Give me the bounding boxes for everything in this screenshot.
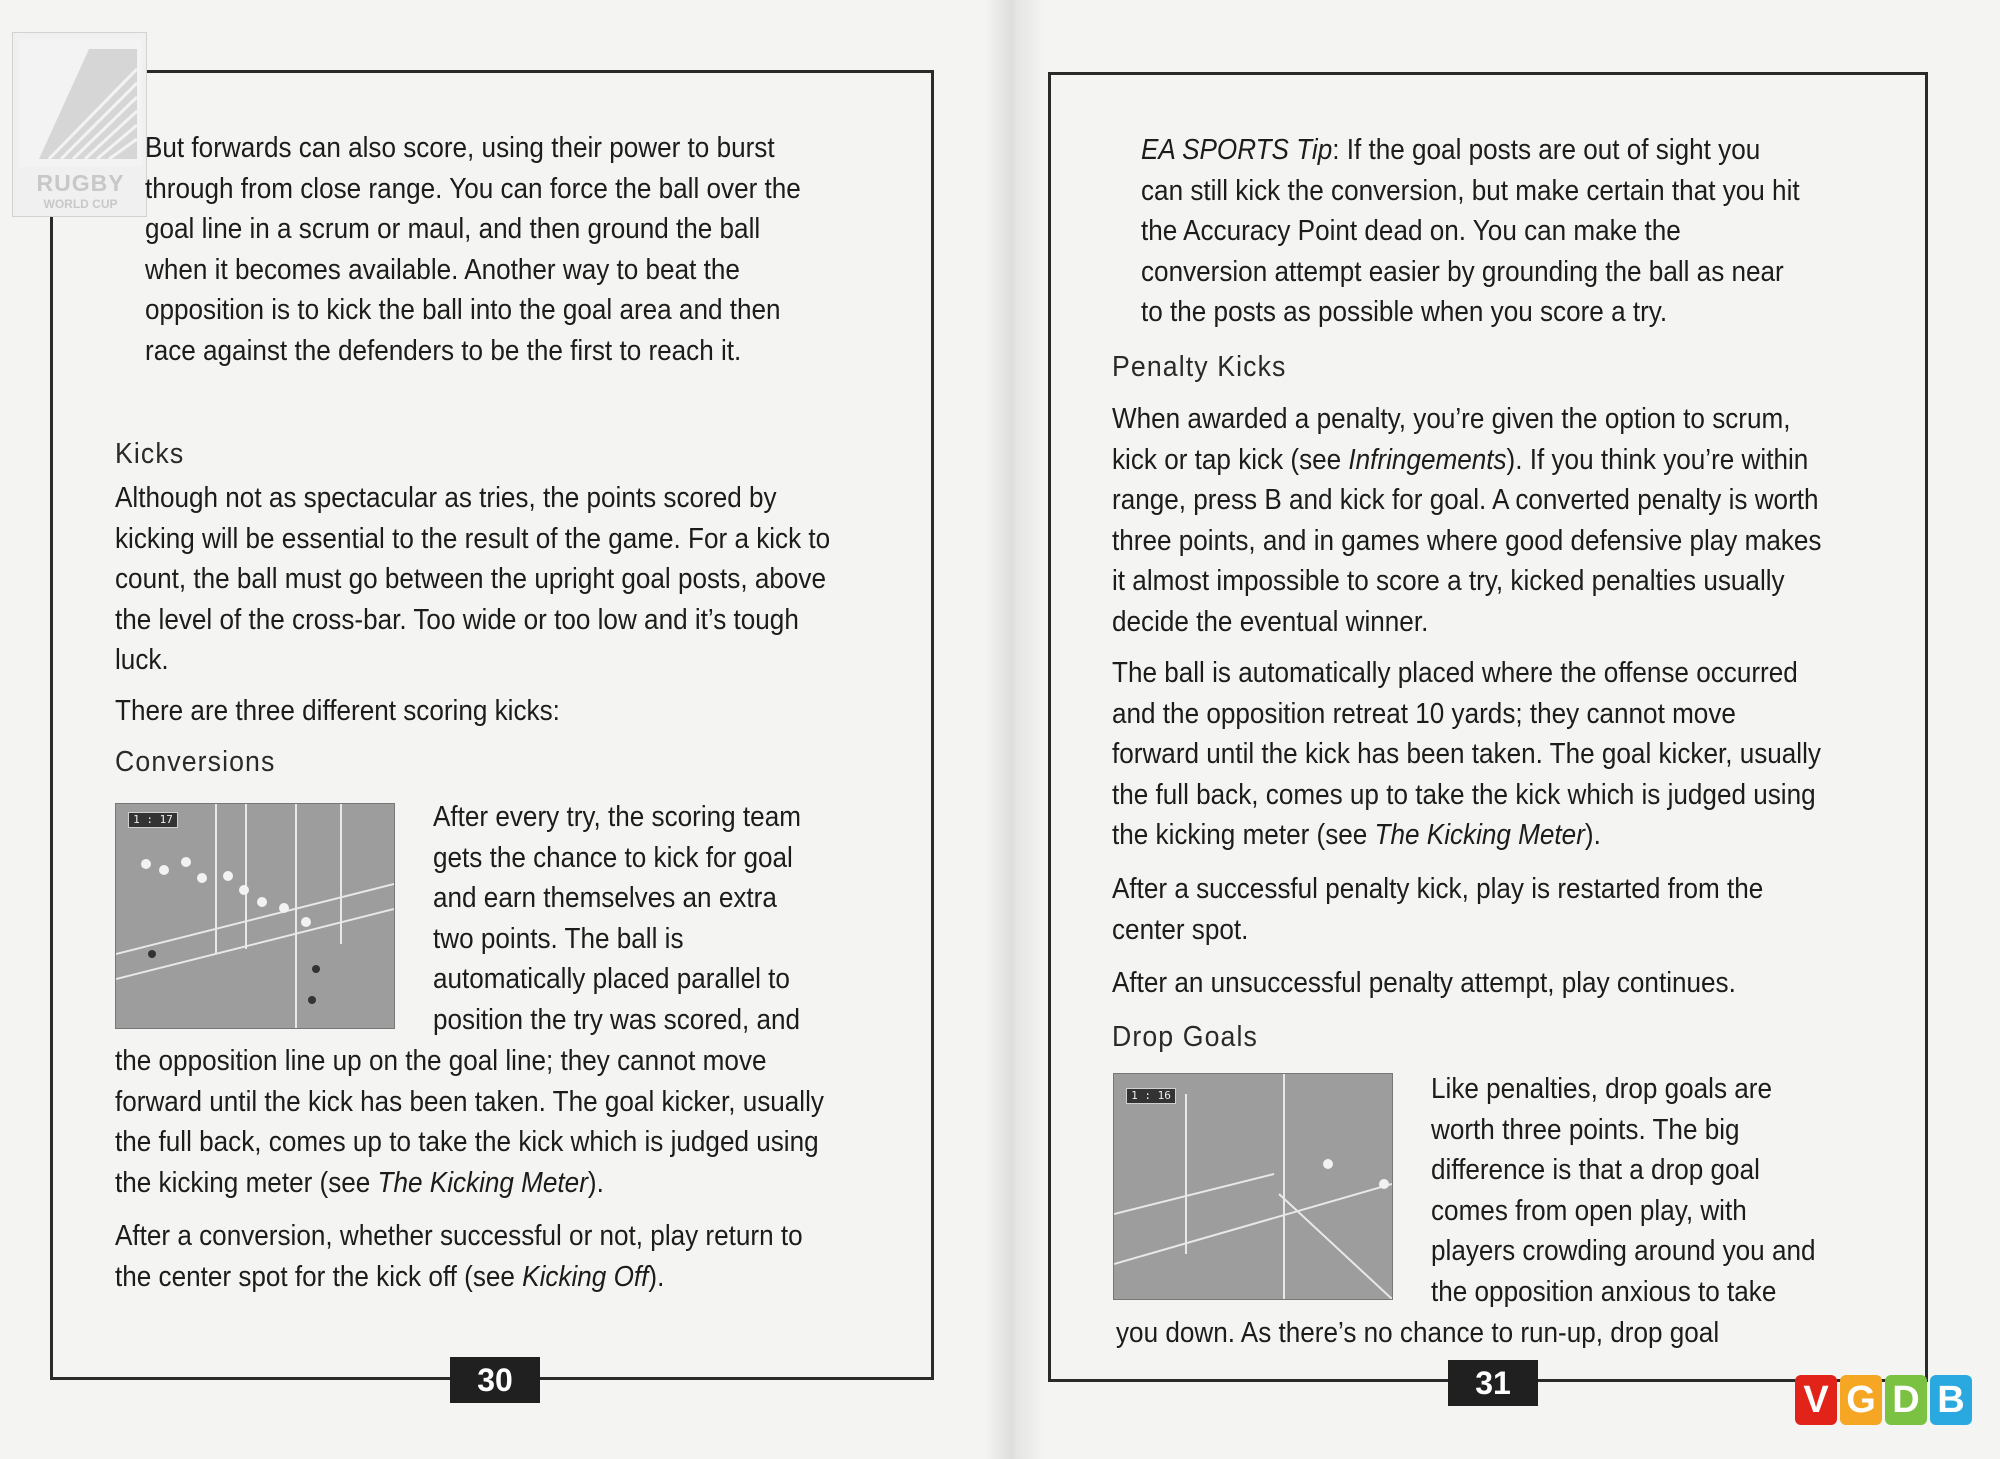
after-conversion-a: After a conversion, whether successful or not, play return to the center spot for the kick off (see	[115, 1220, 803, 1293]
vgdb-watermark-logo	[1795, 1375, 1975, 1425]
game-clock: 1 : 17	[128, 812, 178, 828]
conversion-screenshot	[115, 803, 395, 1029]
penalty-text	[1112, 399, 1823, 642]
conversions-text-2-b: ).	[587, 1166, 604, 1199]
intro-text: But forwards can also score, using their power to burst through from close range. You can force the ball over the goal line in a scrum or maul, and then ground the ball when it becomes available. Another way to beat the opposition is to kick the ball into the goal area and then race against the defenders to be the first to reach it.	[145, 132, 801, 367]
penalty-kicks-heading: Penalty Kicks	[1112, 351, 1287, 383]
three-kicks-paragraph	[115, 691, 835, 732]
conversions-text-2-a: the opposition line up on the goal line; they cannot move forward until the kick has been taken. The goal kicker, usually the full back, comes up to take the kick which is judged using the kicking meter (see	[115, 1045, 824, 1199]
ea-sports-tip	[1141, 130, 1807, 333]
conversion-field-image	[116, 804, 394, 1028]
after-conversion-text	[115, 1216, 835, 1297]
ball-placed-a: The ball is automatically placed where the offense occurred and the opposition retreat 10 yards; they cannot move forward until the kick has been taken. The goal kicker, usually the full back, comes up to take the kick which is judged using the kicking meter (see	[1112, 657, 1821, 851]
page-gutter	[985, 0, 1045, 1459]
rugby-world-cup-logo	[12, 32, 147, 217]
logo-subtitle: WORLD CUP	[43, 197, 118, 211]
after-fail-text: After an unsuccessful penalty attempt, play continues.	[1112, 967, 1736, 999]
watermark-letter-v: V	[1795, 1375, 1837, 1425]
drop-goal-field-image	[1114, 1074, 1392, 1299]
kicks-text: Although not as spectacular as tries, the points scored by kicking will be essential to the result of the game. For a kick to count, the ball must go between the upright goal posts, above the level of the cross-bar. Too wide or too low and it’s tough luck.	[115, 482, 831, 676]
after-conversion-paragraph	[115, 1216, 835, 1297]
conversions-paragraph-2	[115, 1041, 835, 1203]
drop-goal-screenshot	[1113, 1073, 1393, 1300]
tip-label: EA SPORTS Tip	[1141, 134, 1333, 166]
penalty-text-a: When awarded a penalty, you’re given the option to scrum, kick or tap kick (see	[1112, 403, 1791, 476]
drop-goals-paragraph-1	[1431, 1069, 1836, 1312]
ball-placed-b: ).	[1584, 819, 1601, 851]
kicking-off-reference: Kicking Off	[522, 1260, 649, 1293]
logo-title: RUGBY	[36, 170, 125, 196]
after-fail-paragraph	[1112, 963, 1823, 1004]
drop-goals-heading: Drop Goals	[1112, 1021, 1258, 1053]
ball-placed-paragraph	[1112, 653, 1823, 856]
intro-paragraph	[145, 128, 825, 371]
tip-body: : If the goal posts are out of sight you can still kick the conversion, but make certain that you hit the Accuracy Point dead on. You can make the conversion attempt easier by grounding the ball as near to the posts as possible when you score a try.	[1141, 134, 1800, 328]
drop-goals-text-1: Like penalties, drop goals are worth three points. The big difference is that a drop goal comes from open play, with players crowding around you and the opposition anxious to take	[1431, 1073, 1816, 1308]
tip-text	[1141, 130, 1807, 333]
kicking-meter-reference-2: The Kicking Meter	[1374, 819, 1585, 851]
drop-goals-text-2: you down. As there’s no chance to run-up, drop goal	[1116, 1317, 1720, 1349]
conversions-text-1: After every try, the scoring team gets the chance to kick for goal and earn themselves an extra two points. The ball is automatically placed parallel to position the try was scored, and	[433, 801, 801, 1036]
conversions-heading: Conversions	[115, 746, 276, 778]
after-success-paragraph	[1112, 869, 1823, 950]
page-number-left: 30	[450, 1357, 540, 1403]
watermark-letter-b: B	[1930, 1375, 1972, 1425]
kicks-heading: Kicks	[115, 438, 185, 470]
ball-placed-text	[1112, 653, 1823, 856]
kicks-paragraph	[115, 478, 835, 681]
penalty-paragraph	[1112, 399, 1823, 642]
watermark-letter-g: G	[1840, 1375, 1882, 1425]
after-conversion-b: ).	[648, 1260, 665, 1293]
game-clock: 1 : 16	[1126, 1088, 1176, 1104]
conversions-text-2	[115, 1041, 835, 1203]
conversions-paragraph-1	[433, 797, 811, 1040]
three-kicks-text: There are three different scoring kicks:	[115, 695, 560, 727]
after-success-text: After a successful penalty kick, play is restarted from the center spot.	[1112, 873, 1764, 946]
logo-stripes-icon	[19, 39, 142, 167]
page-number-right: 31	[1448, 1360, 1538, 1406]
penalty-text-b: ). If you think you’re within range, press B and kick for goal. A converted penalty is worth three points, and in games where good defensive play makes it almost impossible to score a try, kicked penalties usually decide the eventual winner.	[1112, 443, 1822, 638]
kicking-meter-reference: The Kicking Meter	[377, 1166, 588, 1199]
infringements-reference: Infringements	[1348, 443, 1507, 476]
watermark-letter-d: D	[1885, 1375, 1927, 1425]
drop-goals-paragraph-2	[1116, 1313, 1827, 1354]
